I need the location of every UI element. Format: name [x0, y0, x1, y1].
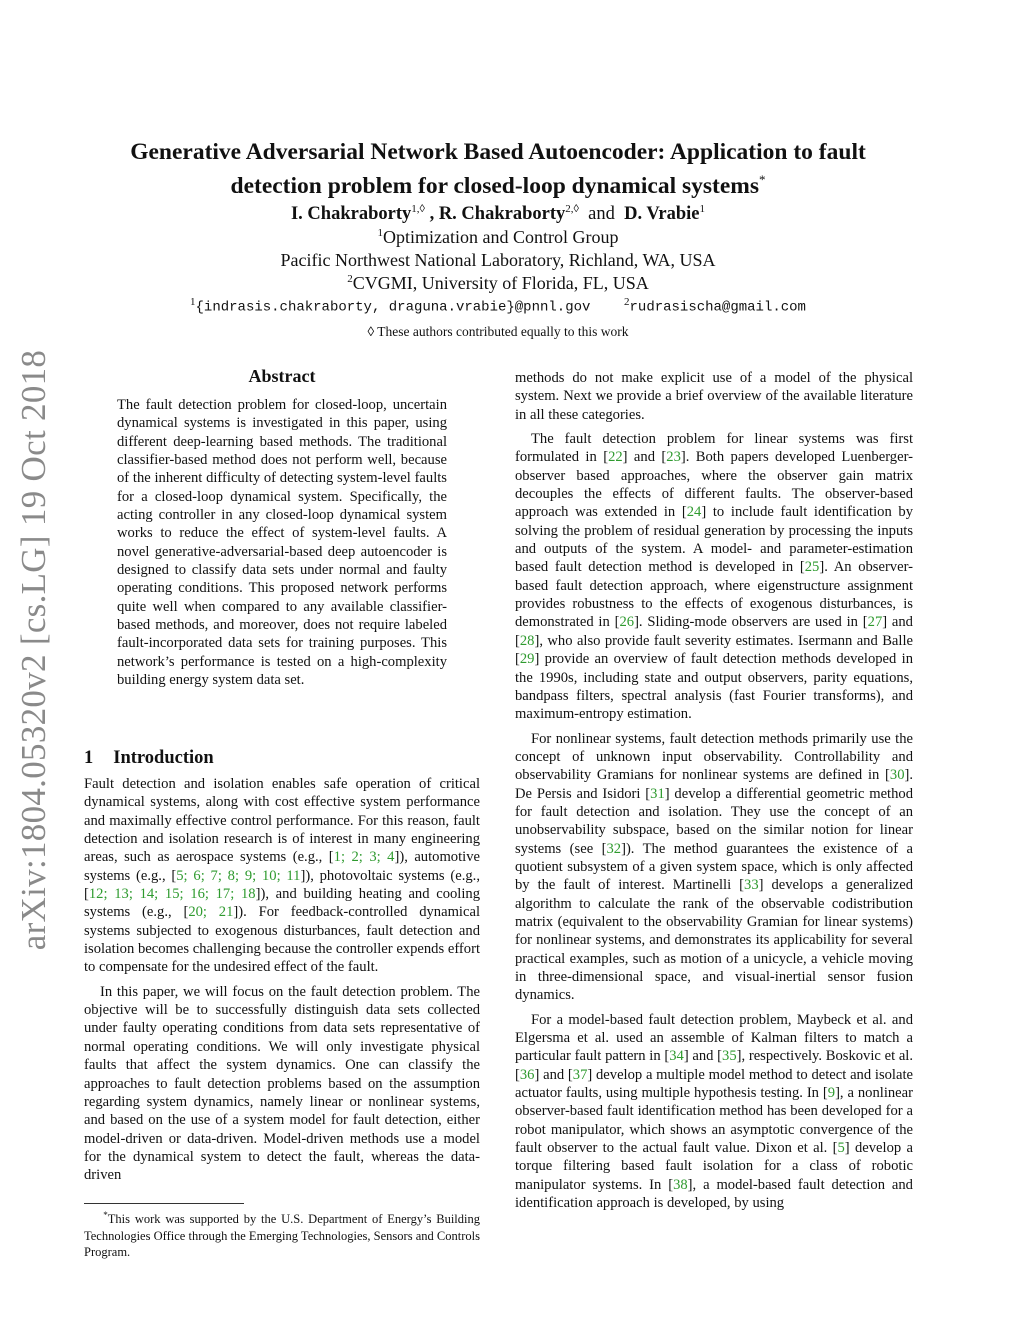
- right-column-body: [515, 369, 913, 1218]
- title-footnote-mark: *: [759, 172, 766, 187]
- author-1-affil: 1,◊: [411, 203, 425, 215]
- title-text: Generative Adversarial Network Based Autoencoder: Application to fault detection problem for closed-loop dynamical systems: [130, 139, 866, 199]
- author-sep-2: and: [578, 204, 625, 225]
- email-2-mark: 2: [624, 296, 630, 308]
- abstract-body: [117, 396, 447, 696]
- right-paragraph-1: The fault detection problem for linear systems was first formulated in [22] and [23]. Both papers developed Luenberger-observer based approaches, where the observer gain matrix decouples the effects of different faults. The observer-based approach was extended in [24] to include fault identification by solving the problem of residual generation by processing the inputs and outputs of the system. A model- and parameter-estimation based fault detection method is developed in [25]. An observer-based fault detection approach, where eigenstructure assignment provides robustness to the effects of exogenous disturbances, is demonstrated in [26]. Sliding-mode observers are used in [27] and [28], who also provide fault severity estimates. Isermann and Balle [29] provide an overview of fault detection methods developed in the 1990s, including state and output observers, parity equations, bandpass filters, spectral analysis (fast Fourier transforms), and maximum-entropy estimation.: [515, 431, 914, 723]
- right-paragraph-0: methods do not make explicit use of a model of the physical system. Next we provide a brief overview of the available literature in all these categories.: [515, 370, 913, 423]
- citation-link[interactable]: 35: [722, 1048, 737, 1065]
- author-3-affil: 1: [699, 203, 706, 215]
- author-2: R. Chakraborty: [438, 204, 566, 225]
- citation-link[interactable]: 36: [519, 1066, 535, 1083]
- section-heading-introduction: [84, 748, 234, 769]
- citation-link[interactable]: 26: [619, 614, 635, 631]
- paper-title: [90, 138, 906, 200]
- citation-link[interactable]: 31: [650, 785, 665, 802]
- author-sep-1: ,: [424, 204, 439, 225]
- email-1: {indrasis.chakraborty, draguna.vrabie}@pnnl.gov: [195, 299, 591, 316]
- section-title: Introduction: [113, 748, 214, 768]
- footnote-mark: *: [103, 1210, 108, 1220]
- citation-link[interactable]: 22: [608, 449, 623, 466]
- citation-link[interactable]: 23: [666, 449, 681, 466]
- affiliation-1: [90, 227, 906, 248]
- citation-link[interactable]: 29: [519, 651, 535, 668]
- right-paragraph-2: For nonlinear systems, fault detection methods primarily use the concept of unknown input observability. Controllability and observability Gramians for nonlinear systems are defined in [30]. De Persis and Isidori [31] develop a differential geometric method for fault detection and isolation. They use the concept of an unobservability subspace, based on the similar notion for linear systems (see [32]). The method guarantees the existence of a quotient subsystem of a given system space, which is only affected by the fault of interest. Martinelli [33] develops a generalized algorithm to calculate the rank of the observable codistribution matrix (equivalent to the observability Gramian for linear systems) for nonlinear systems, and demonstrates its applicability for several practical examples, such as motion of a unicycle, a vehicle moving in three-dimensional space, and visual-inertial sensor fusion dynamics.: [515, 730, 913, 1004]
- citation-link[interactable]: 5: [837, 1140, 845, 1157]
- right-paragraph-3: For a model-based fault detection problem, Maybeck et al. and Elgersma et al. used an assemble of Kalman filters to match a particular fault pattern in [34] and [35], respectively. Boskovic et al. [36] and [37] develop a multiple model method to detect and isolate actuator faults, using multiple hypothesis testing. In [9], a nonlinear observer-based fault identification method has been developed for a robot manipulator, which shows an asymptotic convergence of the fault observer to the actual fault value. Dixon et al. [5] develop a torque filtering based fault isolation for a class of robotic manipulator systems. In [38], a model-based fault detection and identification approach is developed, by using: [515, 1011, 914, 1212]
- citation-link[interactable]: 30: [889, 767, 905, 784]
- affiliation-2-text: CVGMI, University of Florida, FL, USA: [352, 273, 649, 293]
- equal-contribution-note: ◊ These authors contributed equally to this work: [367, 324, 629, 339]
- affiliation-2-mark: 2: [347, 273, 353, 285]
- footnote-text: This work was supported by the U.S. Department of Energy’s Building Technologies Office through the Emerging Technologies, Sensors and Controls Program.: [84, 1212, 481, 1260]
- footnote-rule: [84, 1203, 244, 1204]
- email-1-mark: 1: [190, 296, 196, 308]
- author-1: I. Chakraborty: [290, 204, 412, 225]
- citation-link[interactable]: 38: [673, 1176, 688, 1193]
- intro-paragraph-1: Fault detection and isolation enables safe operation of critical dynamical systems, along with cost effective system performance and maximally effective control performance. For this reason, fault detection and isolation research is of interest in many engineering areas, such as aerospace systems (e.g., [1; 2; 3; 4]), automotive systems (e.g., [5; 6; 7; 8; 9; 10; 11]), photovoltaic systems (e.g., [12; 13; 14; 15; 16; 17; 18]), and building heating and cooling systems (e.g., [20; 21]). For feedback-controlled dynamical systems subjected to exogenous disturbances, fault detection and isolation becomes challenging because the controller expends effort to compensate for the undesired effect of the fault.: [84, 776, 481, 976]
- arxiv-identifier: arXiv:1804.05320v2 [cs.LG] 19 Oct 2018: [14, 349, 53, 951]
- citation-link[interactable]: 12; 13; 14; 15; 16; 17; 18: [88, 886, 256, 903]
- citation-link[interactable]: 28: [519, 632, 535, 649]
- citation-link[interactable]: 25: [804, 559, 820, 576]
- citation-link[interactable]: 20; 21: [188, 904, 234, 921]
- abstract-paragraph: The fault detection problem for closed-loop, uncertain dynamical systems is investigated in this paper, using different deep-learning based methods. The traditional classifier-based method does not perform well, because of the inherent difficulty of detecting system-level faults for a closed-loop dynamical system. Specifically, the acting controller in any closed-loop dynamical system works to reduce the effect of system-level faults. A novel generative-adversarial-based deep autoencoder is designed to classify data sets under normal and faulty operating conditions. This proposed network performs quite well when compared to any available classifier-based methods, and moreover, does not require labeled fault-incorporated data sets for training purposes. This network’s performance is tested on a high-complexity building energy system data set.: [117, 397, 447, 689]
- affiliation-1-mark: 1: [377, 227, 384, 239]
- citation-link[interactable]: 34: [669, 1048, 684, 1065]
- affiliation-1-address: Pacific Northwest National Laboratory, Richland, WA, USA: [280, 250, 716, 270]
- affiliation-2: [90, 273, 906, 294]
- email-2: rudrasischa@gmail.com: [629, 299, 806, 316]
- author-list: [90, 203, 906, 225]
- citation-link[interactable]: 33: [744, 877, 759, 894]
- citation-link[interactable]: 24: [686, 504, 702, 521]
- citation-link[interactable]: 32: [606, 840, 622, 857]
- left-column-body: [84, 775, 480, 1191]
- citation-link[interactable]: 9: [827, 1085, 836, 1102]
- author-3: D. Vrabie: [624, 204, 700, 225]
- author-2-affil: 2,◊: [565, 203, 579, 215]
- citation-link[interactable]: 37: [572, 1066, 588, 1083]
- footnote: [84, 1207, 480, 1261]
- intro-paragraph-2: In this paper, we will focus on the fault detection problem. The objective will be to successfully distinguish data sets collected under faulty operating conditions from data sets representative of normal operating conditions. We will only investigate physical faults that affect the system dynamics. One can classify the approaches to fault detection problems based on the assumption regarding system dynamics, namely linear or nonlinear systems, and based on the use of a system model for fault detection, either model-driven or data-driven. Model-driven methods use a model for the dynamical system to detect the fault, whereas the data-driven: [84, 983, 480, 1184]
- arxiv-margin-stamp: [4, 350, 64, 950]
- citation-link[interactable]: 1; 2; 3; 4: [333, 849, 395, 866]
- affiliation-1-text: Optimization and Control Group: [383, 227, 619, 247]
- section-number: 1: [84, 748, 94, 768]
- citation-link[interactable]: 27: [867, 614, 883, 631]
- author-emails: [90, 296, 906, 316]
- citation-link[interactable]: 5; 6; 7; 8; 9; 10; 11: [176, 867, 301, 884]
- abstract-heading: Abstract: [248, 366, 316, 386]
